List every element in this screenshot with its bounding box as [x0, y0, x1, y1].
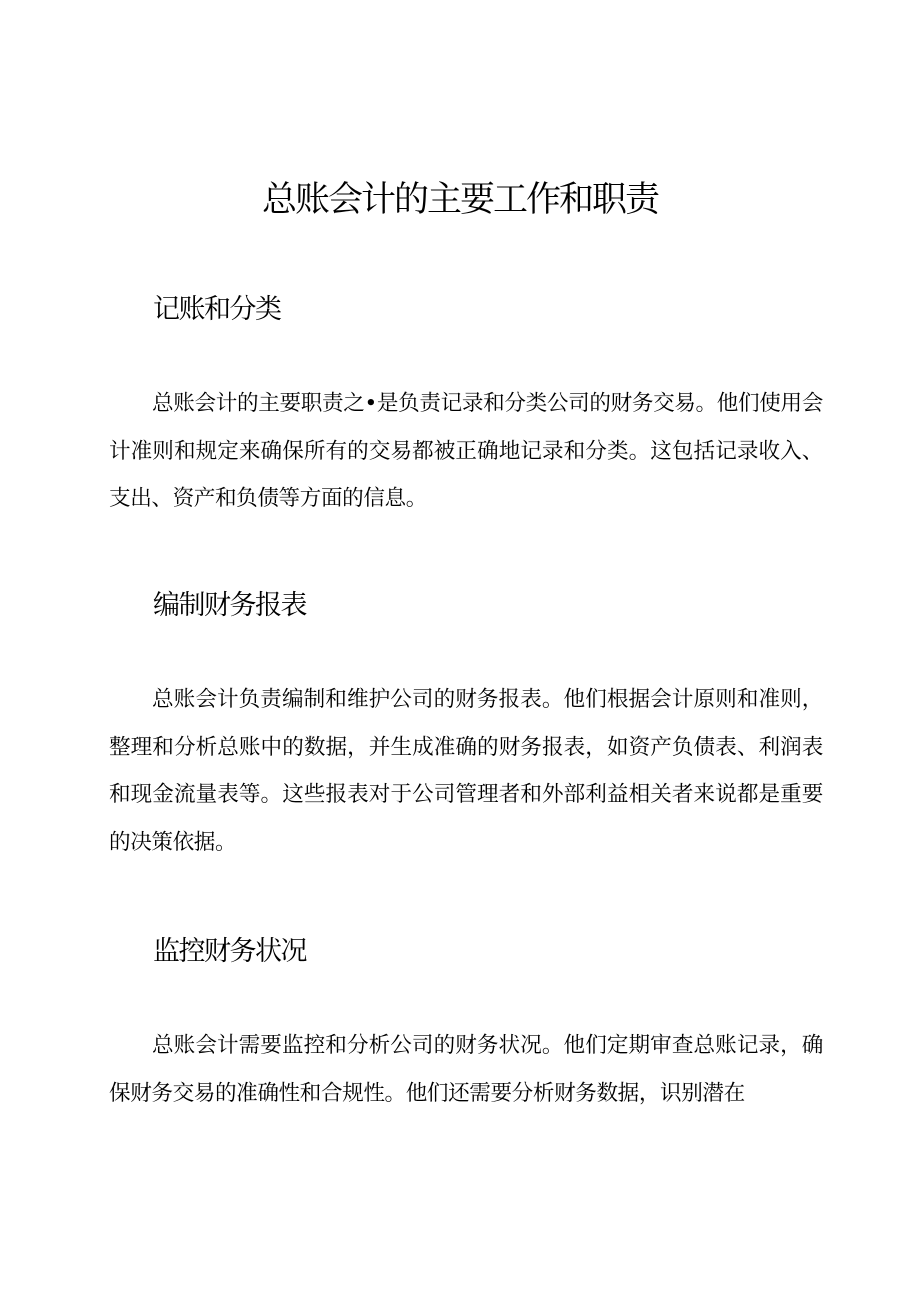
section-body-bookkeeping: 总账会计的主要职责之•是负责记录和分类公司的财务交易。他们使用会计准则和规定来确保所有的交易都被正确地记录和分类。这包括记录收入、支出、资产和负债等方面的信息。: [109, 391, 823, 511]
section-body-financial-statements: 总账会计负责编制和维护公司的财务报表。他们根据会计原则和准则，整理和分析总账中的数据，并生成准确的财务报表，如资产负债表、利润表和现金流量表等。这些报表对于公司管理者和外部利益相关者来说都是重要的决策依据。: [109, 687, 823, 855]
document-title: 总账会计的主要工作和职责: [261, 180, 658, 220]
section-body-financial-monitoring: 总账会计需要监控和分析公司的财务状况。他们定期审查总账记录，确保财务交易的准确性和合规性。他们还需要分析财务数据，识别潜在: [109, 1033, 823, 1106]
section-heading-financial-statements: 编制财务报表: [153, 590, 306, 621]
section-heading-financial-monitoring: 监控财务状况: [153, 936, 306, 967]
section-heading-bookkeeping: 记账和分类: [153, 294, 281, 325]
